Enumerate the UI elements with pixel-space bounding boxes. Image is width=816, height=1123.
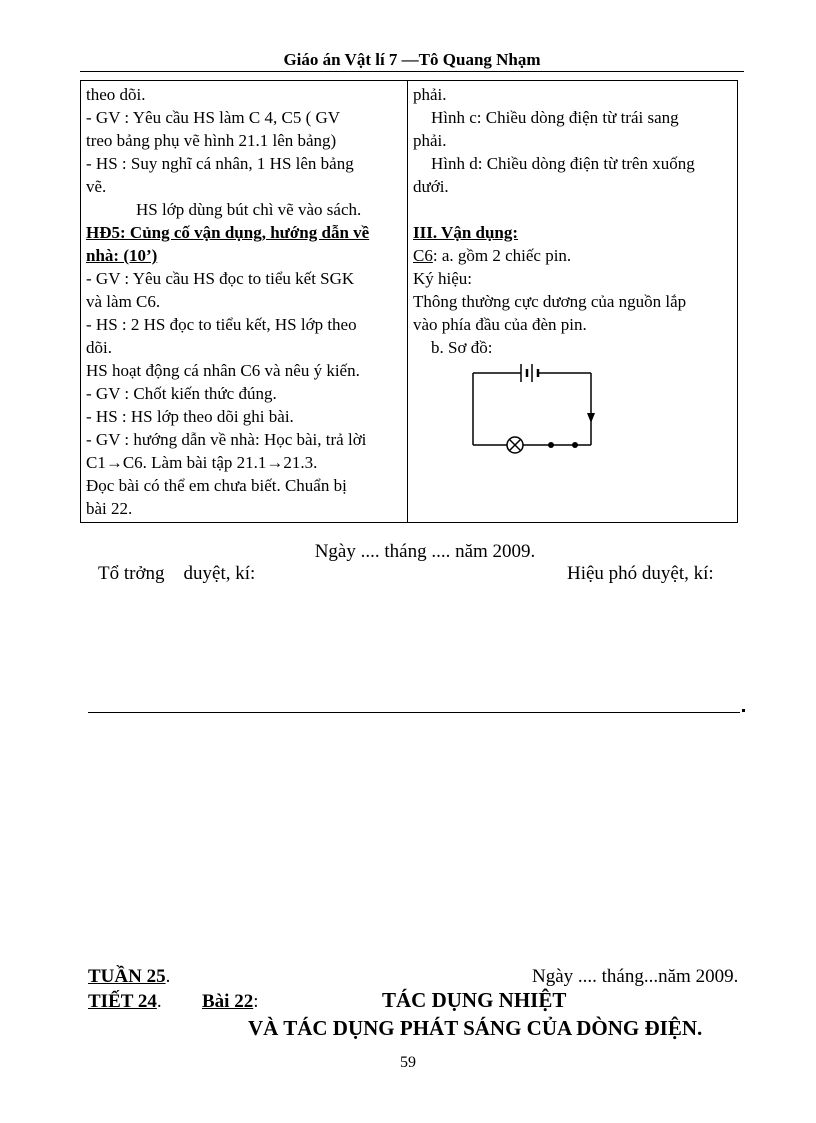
lesson-table bbox=[80, 80, 738, 523]
lesson-number-text: Bài 22 bbox=[202, 991, 254, 1012]
left-line: - GV : hướng dẫn về nhà: Học bài, trả lời bbox=[86, 430, 367, 449]
left-line: vẽ. bbox=[86, 177, 107, 196]
signoff-date: Ngày .... tháng .... năm 2009. bbox=[314, 541, 536, 562]
section-heading: III. Vận dụng: bbox=[413, 223, 519, 242]
question-text: : a. gồm 2 chiếc pin. bbox=[432, 246, 572, 265]
left-line: HS hoạt động cá nhân C6 và nêu ý kiến. bbox=[86, 361, 360, 380]
section-divider bbox=[88, 712, 740, 713]
right-line: Ký hiệu: bbox=[413, 269, 473, 288]
switch-contact bbox=[548, 442, 554, 448]
period-text: TIẾT 24 bbox=[88, 991, 157, 1012]
right-line: vào phía đầu của đèn pin. bbox=[413, 315, 587, 334]
header-divider bbox=[80, 71, 744, 72]
right-line: b. Sơ đồ: bbox=[431, 338, 493, 357]
left-line: và làm C6. bbox=[86, 292, 161, 311]
page-header: Giáo án Vật lí 7 —Tô Quang Nhạm bbox=[283, 50, 541, 69]
left-line: - HS : HS lớp theo dõi ghi bài. bbox=[86, 407, 294, 426]
department-head-signature-label: Tổ trởng duyệt, kí: bbox=[98, 563, 256, 584]
week-text: TUẦN 25 bbox=[88, 966, 166, 987]
left-line: Đọc bài có thể em chưa biết. Chuẩn bị bbox=[86, 476, 347, 495]
right-line: Hình d: Chiều dòng điện từ trên xuống bbox=[431, 154, 695, 173]
right-line bbox=[413, 244, 732, 267]
right-line: Hình c: Chiều dòng điện từ trái sang bbox=[431, 108, 679, 127]
question-label: C6 bbox=[413, 246, 433, 265]
left-line: C1→C6. Làm bài tập 21.1→21.3. bbox=[86, 453, 318, 472]
left-line: - GV : Chốt kiến thức đúng. bbox=[86, 384, 277, 403]
lesson-content-cell bbox=[408, 81, 738, 523]
activity-heading: HĐ5: Củng cố vận dụng, hướng dẫn về bbox=[86, 223, 370, 242]
circuit-diagram bbox=[471, 363, 601, 455]
week-suffix: . bbox=[165, 966, 171, 987]
period-label bbox=[88, 991, 162, 1013]
vice-principal-signature-label: Hiệu phó duyệt, kí: bbox=[567, 563, 714, 584]
lesson-title-line1: TÁC DỤNG NHIỆT bbox=[382, 988, 567, 1012]
page-number: 59 bbox=[400, 1054, 416, 1071]
lesson-number-label bbox=[202, 991, 258, 1013]
right-line: phải. bbox=[413, 85, 447, 104]
spacer bbox=[413, 198, 732, 221]
teacher-student-activities-cell bbox=[81, 81, 408, 523]
left-line: treo bảng phụ vẽ hình 21.1 lên bảng) bbox=[86, 131, 337, 150]
period-suffix: . bbox=[156, 991, 162, 1012]
left-line: dõi. bbox=[86, 338, 112, 357]
right-line: phải. bbox=[413, 131, 447, 150]
week-label bbox=[88, 966, 170, 988]
switch-contact bbox=[572, 442, 578, 448]
left-line: theo dõi. bbox=[86, 85, 146, 104]
left-line: - GV : Yêu cầu HS đọc to tiểu kết SGK bbox=[86, 269, 355, 288]
left-line: - HS : Suy nghĩ cá nhân, 1 HS lên bảng bbox=[86, 154, 354, 173]
divider-end-mark bbox=[742, 709, 745, 712]
lesson-number-suffix: : bbox=[253, 991, 259, 1012]
left-line: - GV : Yêu cầu HS làm C 4, C5 ( GV bbox=[86, 108, 341, 127]
current-arrow-icon bbox=[587, 413, 595, 423]
left-line: HS lớp dùng bút chì vẽ vào sách. bbox=[136, 200, 362, 219]
left-line: - HS : 2 HS đọc to tiểu kết, HS lớp theo bbox=[86, 315, 357, 334]
left-line: bài 22. bbox=[86, 499, 133, 518]
right-line: dưới. bbox=[413, 177, 449, 196]
lesson-title-line2: VÀ TÁC DỤNG PHÁT SÁNG CỦA DÒNG ĐIỆN. bbox=[248, 1016, 703, 1040]
right-line: Thông thường cực dương của nguồn lắp bbox=[413, 292, 687, 311]
lesson-date: Ngày .... tháng...năm 2009. bbox=[532, 966, 739, 987]
activity-heading-cont: nhà: (10’) bbox=[86, 246, 158, 265]
